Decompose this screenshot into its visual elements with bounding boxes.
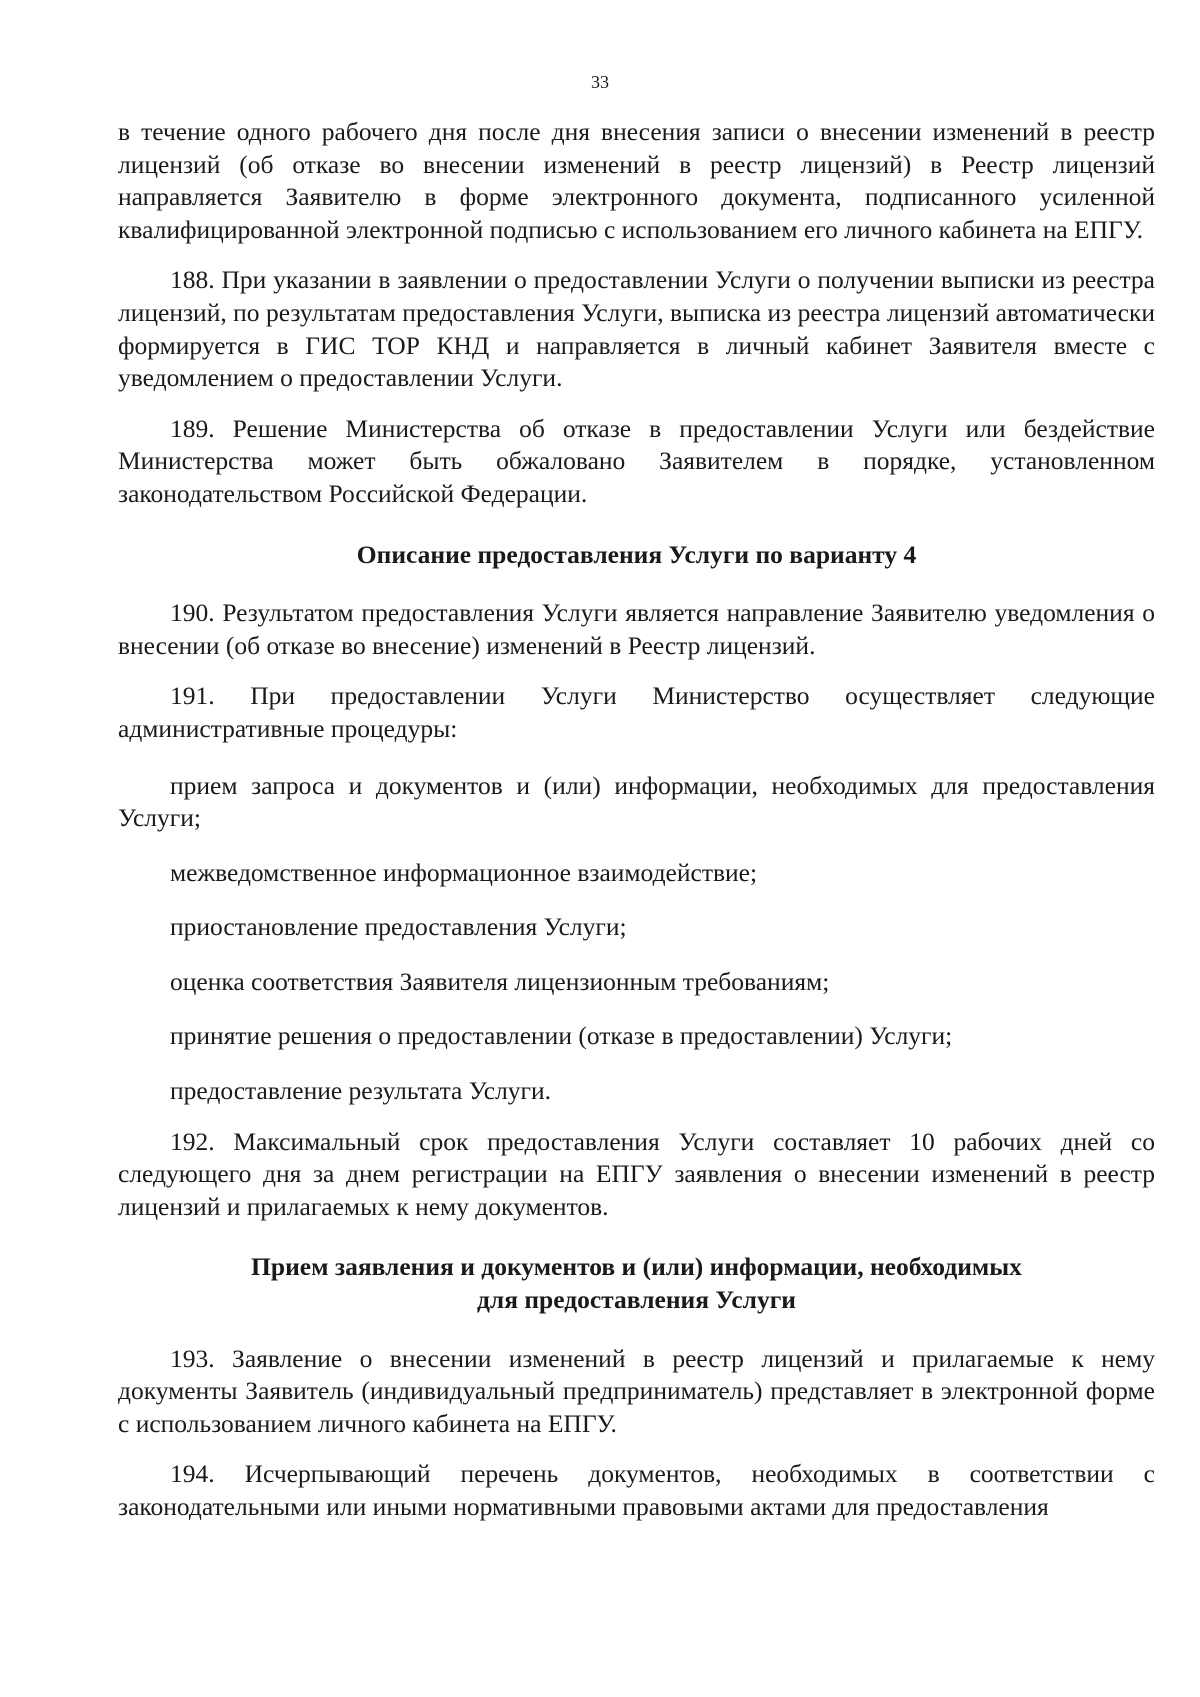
procedure-item: приостановление предоставления Услуги; <box>170 912 627 942</box>
paragraph-192: 192. Максимальный срок предоставления Услуги составляет 10 рабочих дней со следующего дня за днем регистрации на ЕПГУ заявления о внесении изменений в реестр лицензий и прилагаемых к нему документов. <box>118 1126 1155 1221</box>
procedure-item: оценка соответствия Заявителя лицензионным требованиям; <box>170 966 830 996</box>
procedure-item: межведомственное информационное взаимодействие; <box>170 857 758 887</box>
procedure-item: прием запроса и документов и (или) информации, необходимых для предоставления Услуги; <box>118 770 1155 833</box>
procedure-item: предоставление результата Услуги. <box>170 1076 552 1106</box>
paragraph-190: 190. Результатом предоставления Услуги является направление Заявителю уведомления о внесении (об отказе во внесение) изменений в Реестр лицензий. <box>118 598 1155 660</box>
paragraph-194: 194. Исчерпывающий перечень документов, необходимых в соответствии с законодательными или иными нормативными правовыми актами для предоставления <box>118 1459 1155 1521</box>
paragraph-continuation: в течение одного рабочего дня после дня внесения записи о внесении изменений в реестр лицензий (об отказе во внесении изменений в реестр лицензий) в Реестр лицензий направляется Заявителю в форме электронного документа, подписанного усиленной квалифицированной электронной подписью с использованием его личного кабинета на ЕПГУ. <box>118 117 1155 244</box>
paragraph-189: 189. Решение Министерства об отказе в предоставлении Услуги или бездействие Министерства может быть обжаловано Заявителем в порядке, установленном законодательством Российской Федерации. <box>118 413 1155 508</box>
section-heading-variant-4 <box>118 539 1155 572</box>
paragraph-188: 188. При указании в заявлении о предоставлении Услуги о получении выписки из реестра лицензий, по результатам предоставления Услуги, выписка из реестра лицензий автоматически формируется в ГИС ТОР КНД и направляется в личный кабинет Заявителя вместе с уведомлением о предоставлении Услуги. <box>118 265 1155 393</box>
page-number: 33 <box>591 72 609 92</box>
page-body <box>118 116 1155 1542</box>
section-heading-text: Описание предоставления Услуги по варианту 4 <box>356 539 917 569</box>
procedure-item: принятие решения о предоставлении (отказе в предоставлении) Услуги; <box>170 1021 953 1051</box>
section-heading-reception <box>118 1251 1155 1316</box>
paragraph-193: 193. Заявление о внесении изменений в реестр лицензий и прилагаемые к нему документы Заявитель (индивидуальный предприниматель) представляет в электронной форме с использованием личного кабинета на ЕПГУ. <box>118 1343 1155 1438</box>
section-heading-line-1: Прием заявления и документов и (или) информации, необходимых <box>251 1252 1022 1282</box>
section-heading-line-2: для предоставления Услуги <box>476 1285 796 1315</box>
paragraph-191: 191. При предоставлении Услуги Министерство осуществляет следующие административные процедуры: <box>118 681 1155 743</box>
